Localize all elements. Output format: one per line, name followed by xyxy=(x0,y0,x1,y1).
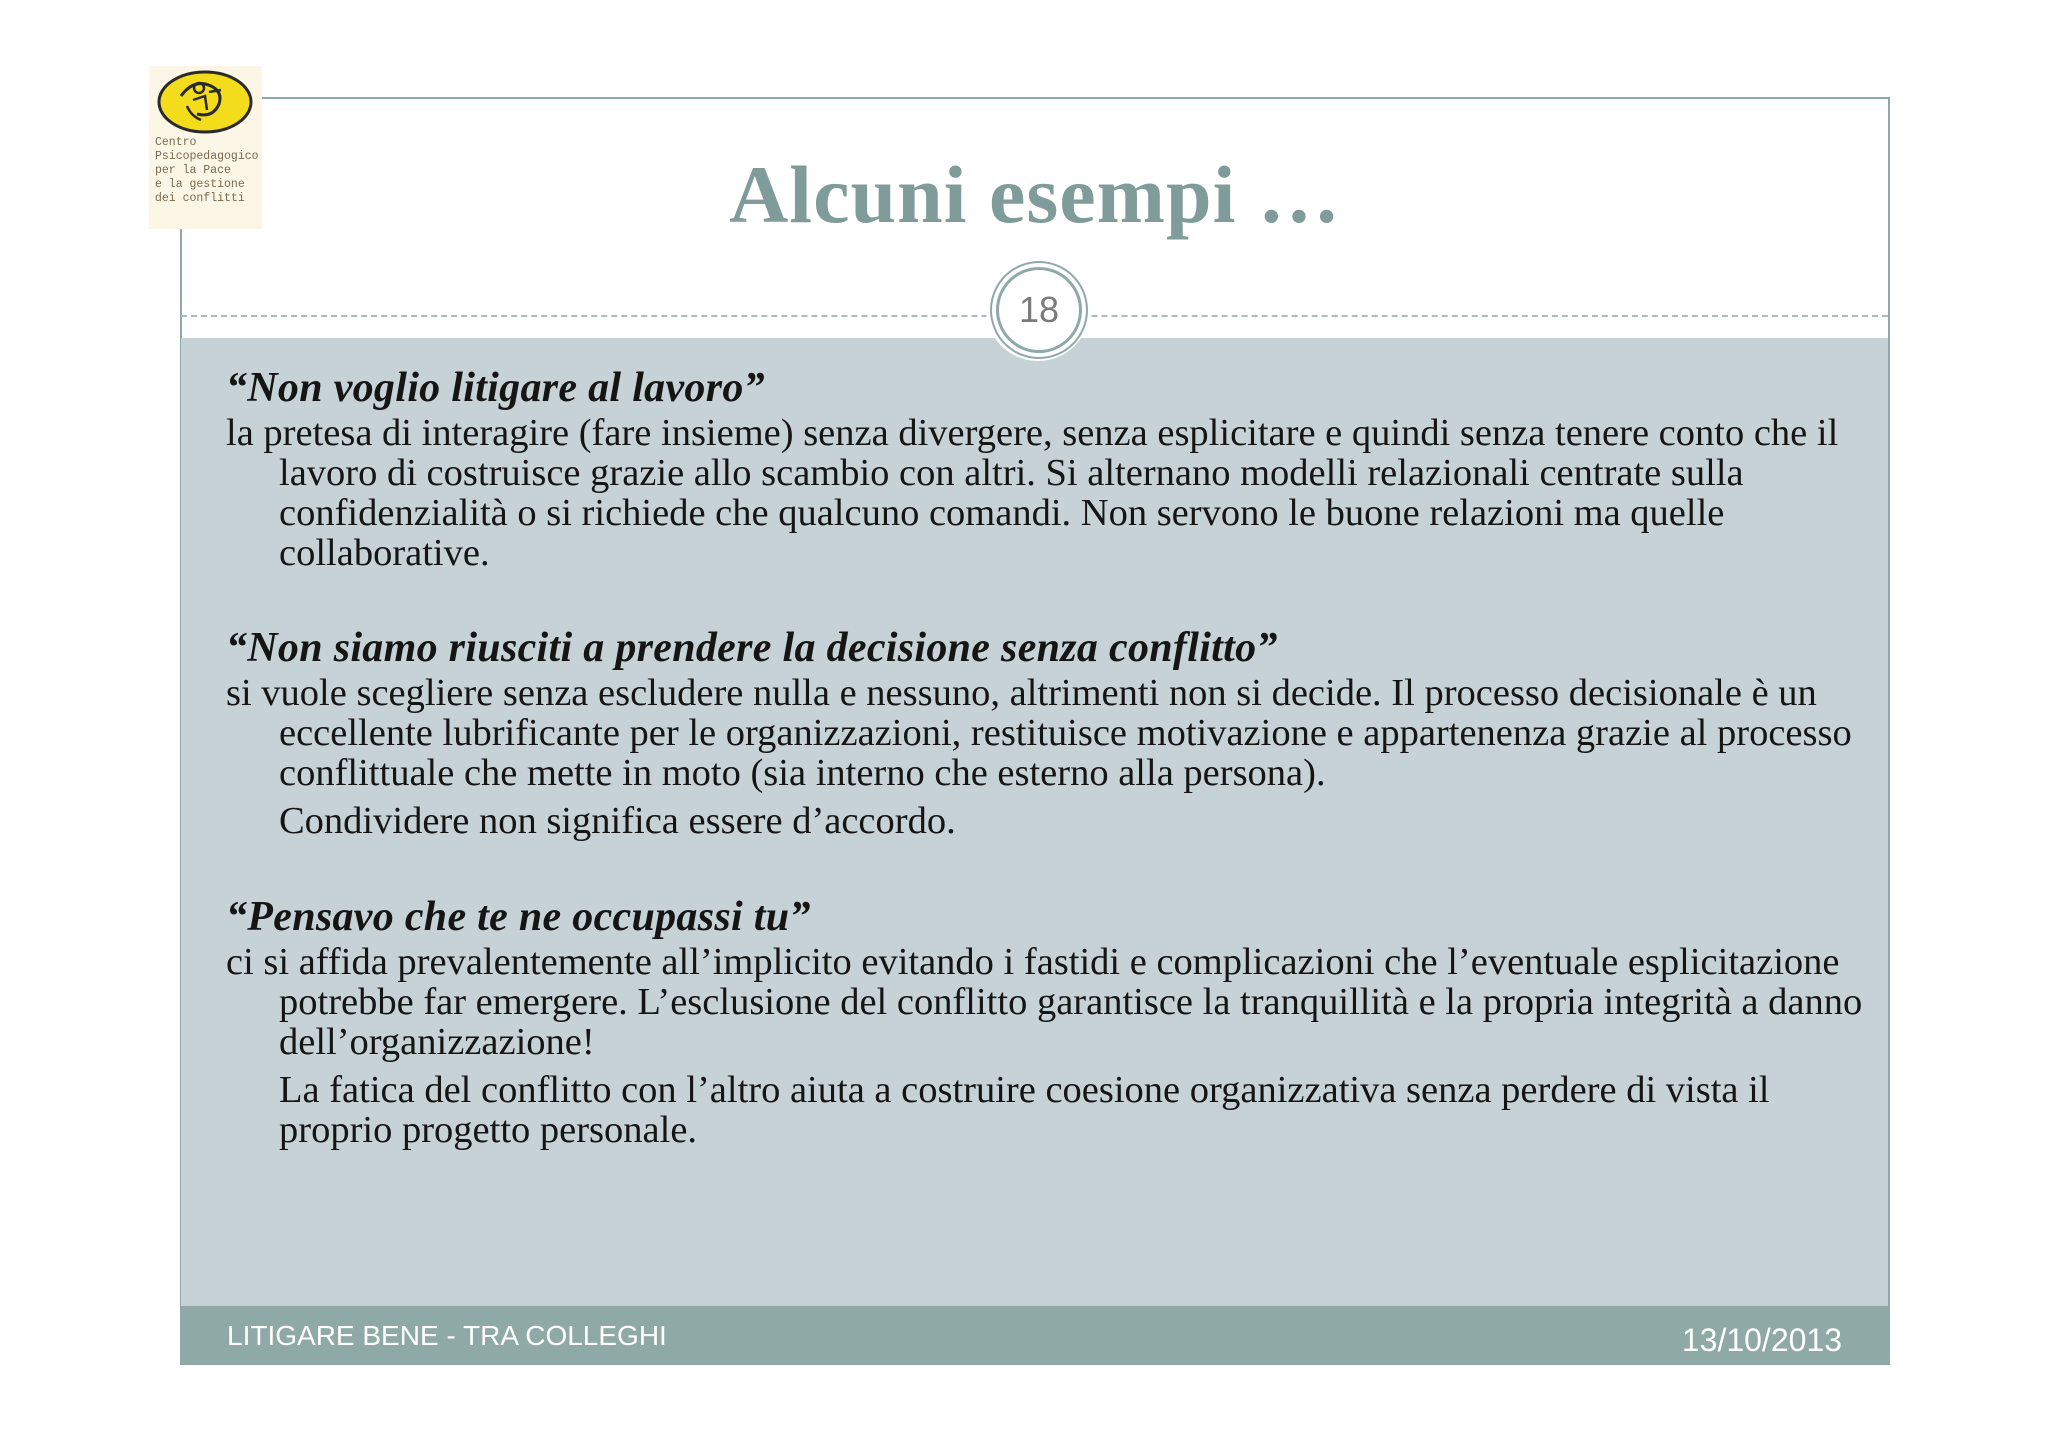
example-quote: “Non siamo riusciti a prendere la decisione senza conflitto” xyxy=(226,625,1278,671)
slide-footer xyxy=(181,1306,1888,1363)
slide-content xyxy=(226,363,1866,1150)
logo-line: per la Pace xyxy=(155,164,231,177)
example-quote: “Pensavo che te ne occupassi tu” xyxy=(226,894,811,940)
example-explanation: ci si affida prevalentemente all’implicito evitando i fastidi e complicazioni che l’eventuale esplicitazione potrebbe far emergere. L’esclusione del conflitto garantisce la tranquillità e la propria integrità a danno dell’organizzazione! xyxy=(226,941,1863,1063)
logo-line: dei conflitti xyxy=(155,192,245,205)
example-explanation: si vuole scegliere senza escludere nulla e nessuno, altrimenti non si decide. Il processo decisionale è un eccellente lubrificante per le organizzazioni, restituisce motivazione e appartenenza grazie al processo conflittuale che mette in moto (sia interno che esterno alla persona). xyxy=(226,672,1852,794)
slide-number-badge: 18 xyxy=(996,267,1082,353)
example-quote: “Non voglio litigare al lavoro” xyxy=(226,365,765,411)
organization-logo-icon xyxy=(149,66,262,136)
example-section xyxy=(226,892,1866,1150)
footer-presentation-title: LITIGARE BENE - TRA COLLEGHI xyxy=(227,1320,667,1351)
example-section xyxy=(226,623,1866,841)
slide-title: Alcuni esempi … xyxy=(729,149,1341,240)
example-note: La fatica del conflitto con l’altro aiuta a costruire coesione organizzativa senza perdere di vista il proprio progetto personale. xyxy=(279,1069,1770,1151)
logo-line: Psicopedagogico xyxy=(155,150,259,163)
example-note: Condividere non significa essere d’accordo. xyxy=(279,800,956,842)
example-explanation: la pretesa di interagire (fare insieme) senza divergere, senza esplicitare e quindi senza tenere conto che il lavoro di costruisce grazie allo scambio con altri. Si alternano modelli relazionali centrate sulla confidenzialità o si richiede che qualcuno comandi. Non servono le buone relazioni ma quelle collaborative. xyxy=(226,412,1839,574)
footer-date: 13/10/2013 xyxy=(1681,1322,1842,1358)
logo-line: e la gestione xyxy=(155,178,245,191)
logo-line: Centro xyxy=(155,136,197,149)
example-section xyxy=(226,363,1866,573)
